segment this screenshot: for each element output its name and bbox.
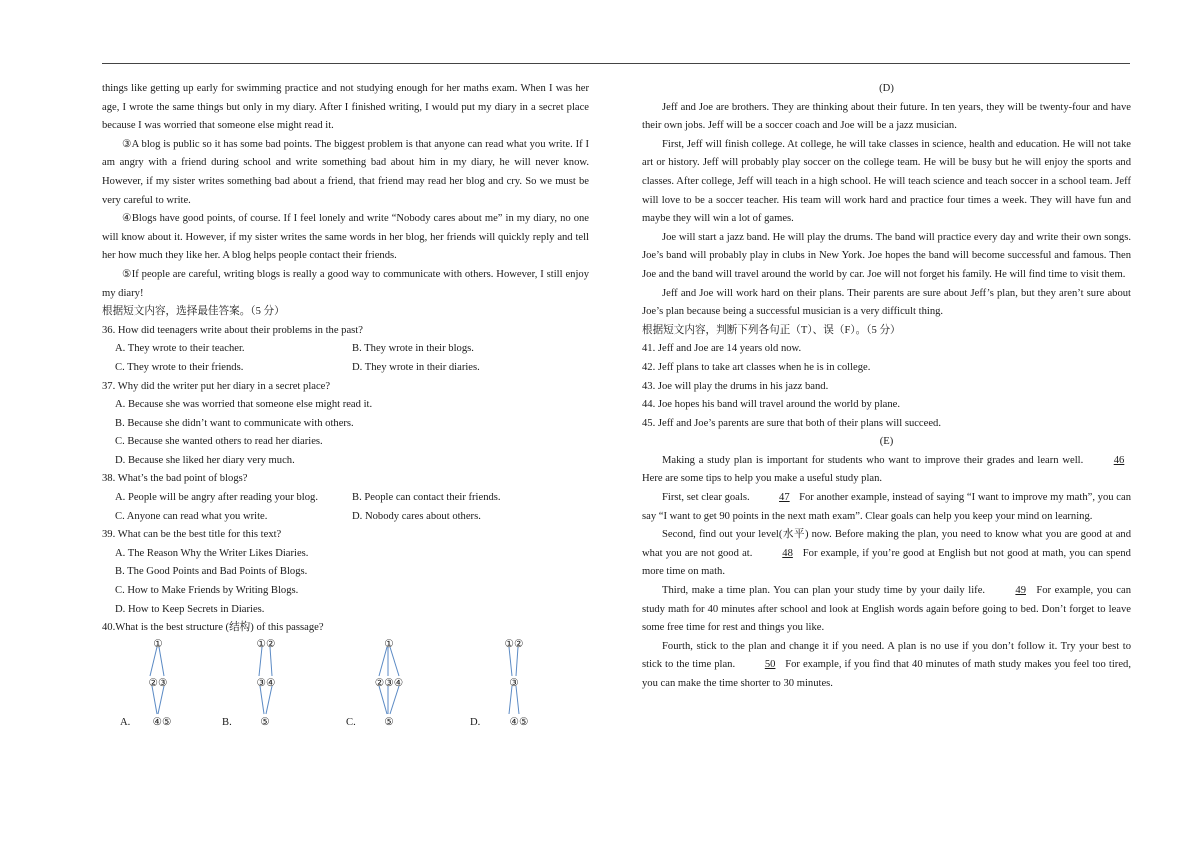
diagram-a-label: A.	[120, 716, 131, 728]
passage-e-heading: (E)	[879, 436, 894, 448]
option-37a: A. Because she was worried that someone else might read it.	[115, 399, 373, 411]
diagram-d-label: D.	[470, 716, 481, 728]
passage-e-text: Fourth, stick to the plan and change it if you need. A plan is no use if you don’t follow it. Try your best to stick to the time plan.	[642, 640, 1131, 671]
option-39c: C. How to Make Friends by Writing Blogs.	[115, 585, 299, 597]
option-37b: B. Because she didn’t want to communicate with others.	[115, 417, 354, 429]
passage-e-text: Making a study plan is important for students who want to improve their grades and learn well.	[662, 454, 1084, 466]
question-38-options-row-2	[102, 508, 589, 527]
diagram-a-line	[159, 647, 164, 676]
diagram-b-top: ①②	[256, 638, 276, 650]
diagram-a-bottom: ④⑤	[152, 716, 172, 728]
passage-d-paragraph-1: Jeff and Joe are brothers. They are thinking about their future. In ten years, they will be twenty-four and have their own jobs. Jeff will be a soccer coach and Joe will be a jazz musician.	[642, 101, 1131, 132]
diagram-b-mid: ③④	[256, 677, 276, 689]
diagram-b-line	[259, 647, 262, 676]
question-41: 41. Jeff and Joe are 14 years old now.	[642, 343, 802, 355]
passage-d-paragraph-3: Joe will start a jazz band. He will play the drums. The band will practice every day and write their own songs. Joe’s band will probably play in clubs in New York. Joe hopes the band will become successful and famous. Then Joe and the band will travel around the world by car. Joe will not forget his family. He will find time to visit them.	[642, 231, 1131, 280]
top-rule	[102, 63, 1130, 64]
passage-e-paragraph-4	[642, 582, 1131, 638]
option-36d: D. They wrote in their diaries.	[352, 361, 480, 373]
structure-diagrams-svg	[102, 638, 589, 738]
question-40: 40.What is the best structure (结构) of this passage?	[102, 622, 324, 634]
diagram-d-line	[509, 647, 512, 676]
diagram-b-bottom: ⑤	[260, 716, 270, 728]
blank-49: 49	[1015, 585, 1026, 597]
diagram-c-bottom: ⑤	[384, 716, 394, 728]
diagram-b-line	[260, 686, 264, 714]
passage-e-text: Second, find out your level(水平) now. Before making the plan, you need to know what you are good at and what you are not good at.	[642, 529, 1131, 559]
passage-e-paragraph-2	[642, 489, 1131, 526]
question-42: 42. Jeff plans to take art classes when he is in college.	[642, 361, 871, 373]
diagram-b-label: B.	[222, 716, 232, 728]
passage-e-paragraph-1	[642, 452, 1131, 489]
option-38c: C. Anyone can read what you write.	[115, 510, 268, 522]
option-36b: B. They wrote in their blogs.	[352, 343, 474, 355]
passage-e-text: First, set clear goals.	[662, 492, 750, 504]
diagram-c-line	[390, 686, 399, 714]
diagram-d-top: ①②	[504, 638, 524, 650]
diagram-d-mid: ③	[509, 677, 519, 689]
question-44: 44. Joe hopes his band will travel around the world by plane.	[642, 399, 901, 411]
diagram-c-mid: ②③④	[374, 677, 404, 689]
passage-e-text: For example, you can study math for 40 minutes after school and look at English words again before going to bed. Don’t forget to leave some free time for rest and things you like.	[642, 585, 1131, 634]
diagram-a-line	[158, 686, 164, 714]
passage-e-text: Third, make a time plan. You can plan your study time by your daily life.	[662, 585, 986, 597]
diagram-d-line	[516, 686, 519, 714]
passage-d-heading: (D)	[879, 83, 894, 94]
passage-e-text: Here are some tips to help you make a useful study plan.	[642, 473, 883, 485]
blank-50: 50	[764, 659, 776, 671]
instruction-c: 根据短文内容，选择最佳答案。（5 分）	[102, 306, 285, 318]
diagram-b-line	[270, 647, 272, 676]
passage-d-paragraph-4: Jeff and Joe will work hard on their plans. Their parents are sure about Jeff’s plan, but they aren’t sure about Joe’s plan because being a successful musician is a very difficult thing.	[642, 287, 1131, 318]
question-36-options-row-1	[102, 340, 589, 359]
diagram-c-label: C.	[346, 716, 356, 728]
option-39d: D. How to Keep Secrets in Diaries.	[115, 603, 265, 615]
question-36: 36. How did teenagers write about their problems in the past?	[102, 324, 363, 336]
diagram-b-line	[266, 686, 272, 714]
passage-c-paragraph-4: ④Blogs have good points, of course. If I feel lonely and write “Nobody cares about me” in my diary, no one will know about it. However, if my sister writes the same words in her blog, her friends will quickly reply and tell her how much they like her. A blog helps people contact their friends.	[102, 213, 589, 262]
option-39b: B. The Good Points and Bad Points of Blogs.	[115, 566, 308, 578]
diagram-a-line	[150, 647, 157, 676]
diagram-a-line	[152, 686, 157, 714]
question-38: 38. What’s the bad point of blogs?	[102, 473, 248, 485]
question-36-options-row-2	[102, 359, 589, 378]
option-36a: A. They wrote to their teacher.	[115, 343, 245, 355]
diagram-d-bottom: ④⑤	[509, 716, 529, 728]
option-39a: A. The Reason Why the Writer Likes Diaries.	[115, 547, 309, 559]
question-39: 39. What can be the best title for this text?	[102, 529, 282, 541]
passage-c-paragraph-5: ⑤If people are careful, writing blogs is really a good way to communicate with others. However, I still enjoy my diary!	[102, 268, 589, 299]
instruction-d: 根据短文内容，判断下列各句正（T）、误（F）。（5 分）	[642, 324, 901, 336]
passage-c-paragraph-3: ③A blog is public so it has some bad points. The biggest problem is that anyone can read what you write. If I am angry with a friend during school and write something bad about him in my diary, he will never know. However, if my sister writes something bad about a friend, that friend may read her blog and cry. So we must be very careful to write.	[102, 138, 589, 206]
blank-46: 46	[1113, 454, 1125, 466]
passage-e-paragraph-3	[642, 526, 1131, 582]
blank-48: 48	[782, 547, 793, 559]
diagram-c-line	[379, 686, 387, 714]
diagram-d-line	[516, 647, 518, 676]
diagram-c-line	[390, 647, 399, 676]
option-38d: D. Nobody cares about others.	[352, 510, 481, 522]
diagram-a-mid: ②③	[148, 677, 168, 689]
option-38b: B. People can contact their friends.	[352, 492, 501, 504]
blank-47: 47	[779, 492, 790, 504]
left-column	[102, 80, 589, 738]
question-37: 37. Why did the writer put her diary in a secret place?	[102, 380, 331, 392]
option-37d: D. Because she liked her diary very much.	[115, 454, 295, 466]
question-43: 43. Joe will play the drums in his jazz band.	[642, 380, 829, 392]
structure-diagrams	[102, 638, 589, 738]
passage-e-text: For another example, instead of saying “I want to improve my math”, you can say “I want to get 90 points in the next math exam”. Clear goals can help you keep your mind on learning.	[642, 492, 1131, 522]
question-38-options-row-1	[102, 489, 589, 508]
passage-e-text: For example, if you find that 40 minutes of math study makes you feel too tired, you can make the time shorter to 30 minutes.	[642, 659, 1131, 689]
passage-e-text: For example, if you’re good at English but not good at math, you can spend more time on math.	[642, 547, 1131, 578]
question-45: 45. Jeff and Joe’s parents are sure that both of their plans will succeed.	[642, 417, 941, 429]
diagram-d-line	[509, 686, 512, 714]
diagram-c-top: ①	[384, 638, 394, 650]
diagram-a-top: ①	[153, 638, 163, 650]
option-37c: C. Because she wanted others to read her diaries.	[115, 436, 323, 448]
right-column	[642, 80, 1131, 694]
diagram-c-line	[379, 647, 387, 676]
passage-e-paragraph-5	[642, 638, 1131, 694]
option-36c: C. They wrote to their friends.	[115, 361, 244, 373]
option-38a: A. People will be angry after reading your blog.	[115, 492, 318, 504]
passage-c-paragraph-2-tail: things like getting up early for swimming practice and not studying enough for her maths exam. When I was her age, I wrote the same things but only in my diary. After I finished writing, I would put my diary in a secret place because I was worried that someone else might read it.	[102, 83, 589, 132]
passage-d-paragraph-2: First, Jeff will finish college. At college, he will take classes in science, health and education. He will not take art or history. Jeff will probably play soccer on the college team. He will be busy but he will enjoy the sports and classes. After college, Jeff will teach in a high school. He will teach science and teach soccer in a school team. Jeff will love to be a soccer teacher. His team will work hard and practice four times a week. They will have fun and maybe they will win a lot of games.	[642, 138, 1131, 225]
